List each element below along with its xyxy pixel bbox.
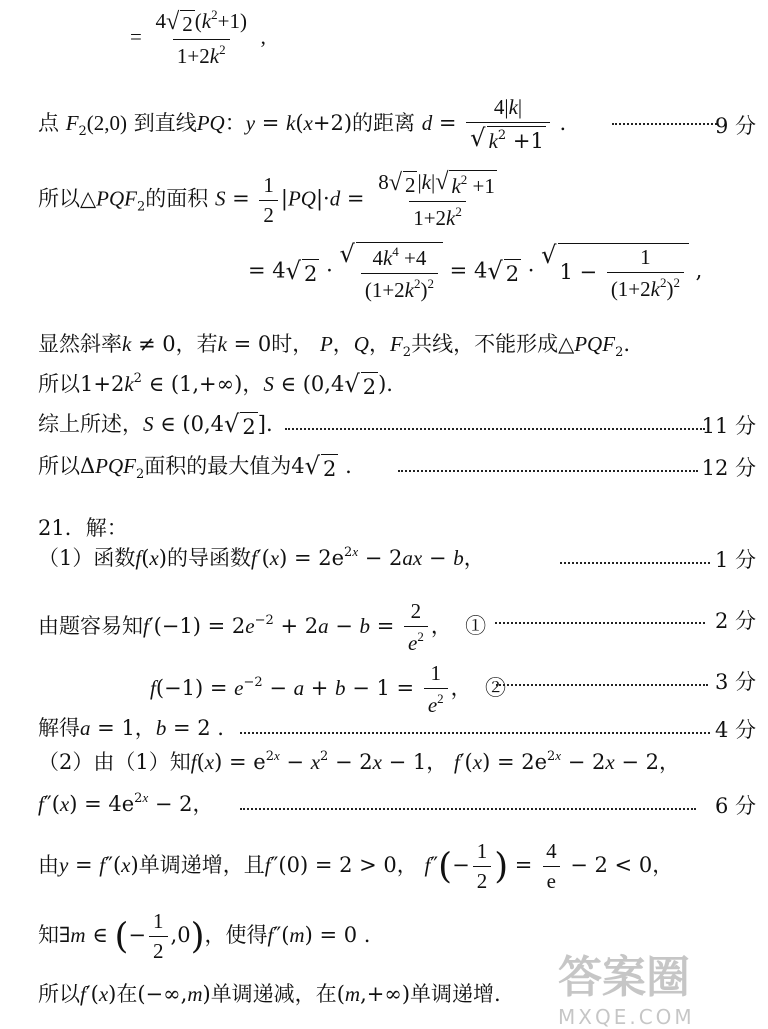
score-11: 11 分 bbox=[701, 414, 756, 438]
watermark-sub: MXQE.COM bbox=[558, 1005, 695, 1029]
text-line-6: 所以$1+2k^2$ ∈ (1,+∞)，S ∈ (0,4 √ 2 ). bbox=[38, 370, 393, 399]
score-9: 9 分 bbox=[714, 114, 756, 138]
text-line-17: 知∃m ∈ (− $\frac{1}{2}$ ,0)，使得f″(m) = 0 . bbox=[38, 909, 371, 964]
text-line-18: 所以f′(x)在(−∞,m)单调递减，在(m,+∞)单调递增. bbox=[38, 982, 501, 1006]
score-12: 12 分 bbox=[701, 456, 756, 480]
watermark-logo bbox=[558, 941, 758, 1029]
score-2: 2 分 bbox=[714, 609, 756, 633]
text-line-2: 点 $F_2(2,0)$ 到直线PQ：y = k(x+2)的距离 d = 4|k| √ $k^2 +1$ . bbox=[38, 95, 567, 154]
text-line-15: $f''(x) = 4e^{2x} - 2$， bbox=[38, 790, 214, 816]
text-line-3: 所以$\triangle PQF_2$的面积 S = $\frac{1}{2}$ |PQ|·d = 8 √ 2 |k| √ $k^2 +1$ $1+2k^2$ bbox=[38, 168, 495, 231]
score-3: 3 分 bbox=[714, 670, 756, 694]
text-line-10: （1）函数f(x)的导函数$f'(x) = 2e^{2x} - 2ax - b$， bbox=[38, 544, 485, 570]
score-6: 6 分 bbox=[714, 794, 756, 818]
text-line-11: 由题容易知$f'(-1) = 2e^{-2} + 2a - b$ = $\frac{2}{e^2}$ ， ① bbox=[38, 599, 487, 656]
watermark-text: 答案圈 bbox=[558, 952, 690, 1003]
text-line-8: 所以$\Delta PQF_2$面积的最大值为4 √ 2 . bbox=[38, 452, 352, 482]
score-1: 1 分 bbox=[714, 548, 756, 572]
text-line-5: 显然斜率k ≠ 0，若k = 0时， P，Q，$F_2$共线，不能形成$\triangle PQF_2$. bbox=[38, 332, 631, 360]
text-line-14: （2）由（1）知$f(x) = e^{2x} - x^2 - 2x - 1$， $f'(x) = 2e^{2x} - 2x - 2$， bbox=[38, 748, 681, 774]
problem-21-heading: 21．解： bbox=[38, 516, 128, 540]
formula-line-4: = 4 √ 2 · √ $\frac{4k^4 +4}{(1+2k^2)^2}$ = 4 √ 2 · √ 1 − $\frac{1}{(1+2k^2)^2}$ , bbox=[248, 240, 703, 303]
fraction: 4 √ 2 $(k^2+1)$ $1+2k^2$ bbox=[155, 7, 247, 69]
text-line-13: 解得a = 1，b = 2 . bbox=[38, 716, 224, 740]
text-line-12: $f(-1) = e^{-2} - a + b - 1$ = $\frac{1}{e^2}$ ， ② bbox=[150, 661, 506, 718]
formula-line-1: = 4 √ 2 $(k^2+1)$ $1+2k^2$ , bbox=[130, 7, 266, 69]
text-line-7: 综上所述，S ∈ (0,4 √ 2 ]. bbox=[38, 410, 273, 439]
score-4: 4 分 bbox=[714, 718, 756, 742]
text-line-16: 由y = f″(x)单调递增，且f″(0) = 2 > 0， f″(− $\frac{1}{2}$ ) = $\frac{4}{e}$ − 2 < 0， bbox=[38, 839, 674, 894]
